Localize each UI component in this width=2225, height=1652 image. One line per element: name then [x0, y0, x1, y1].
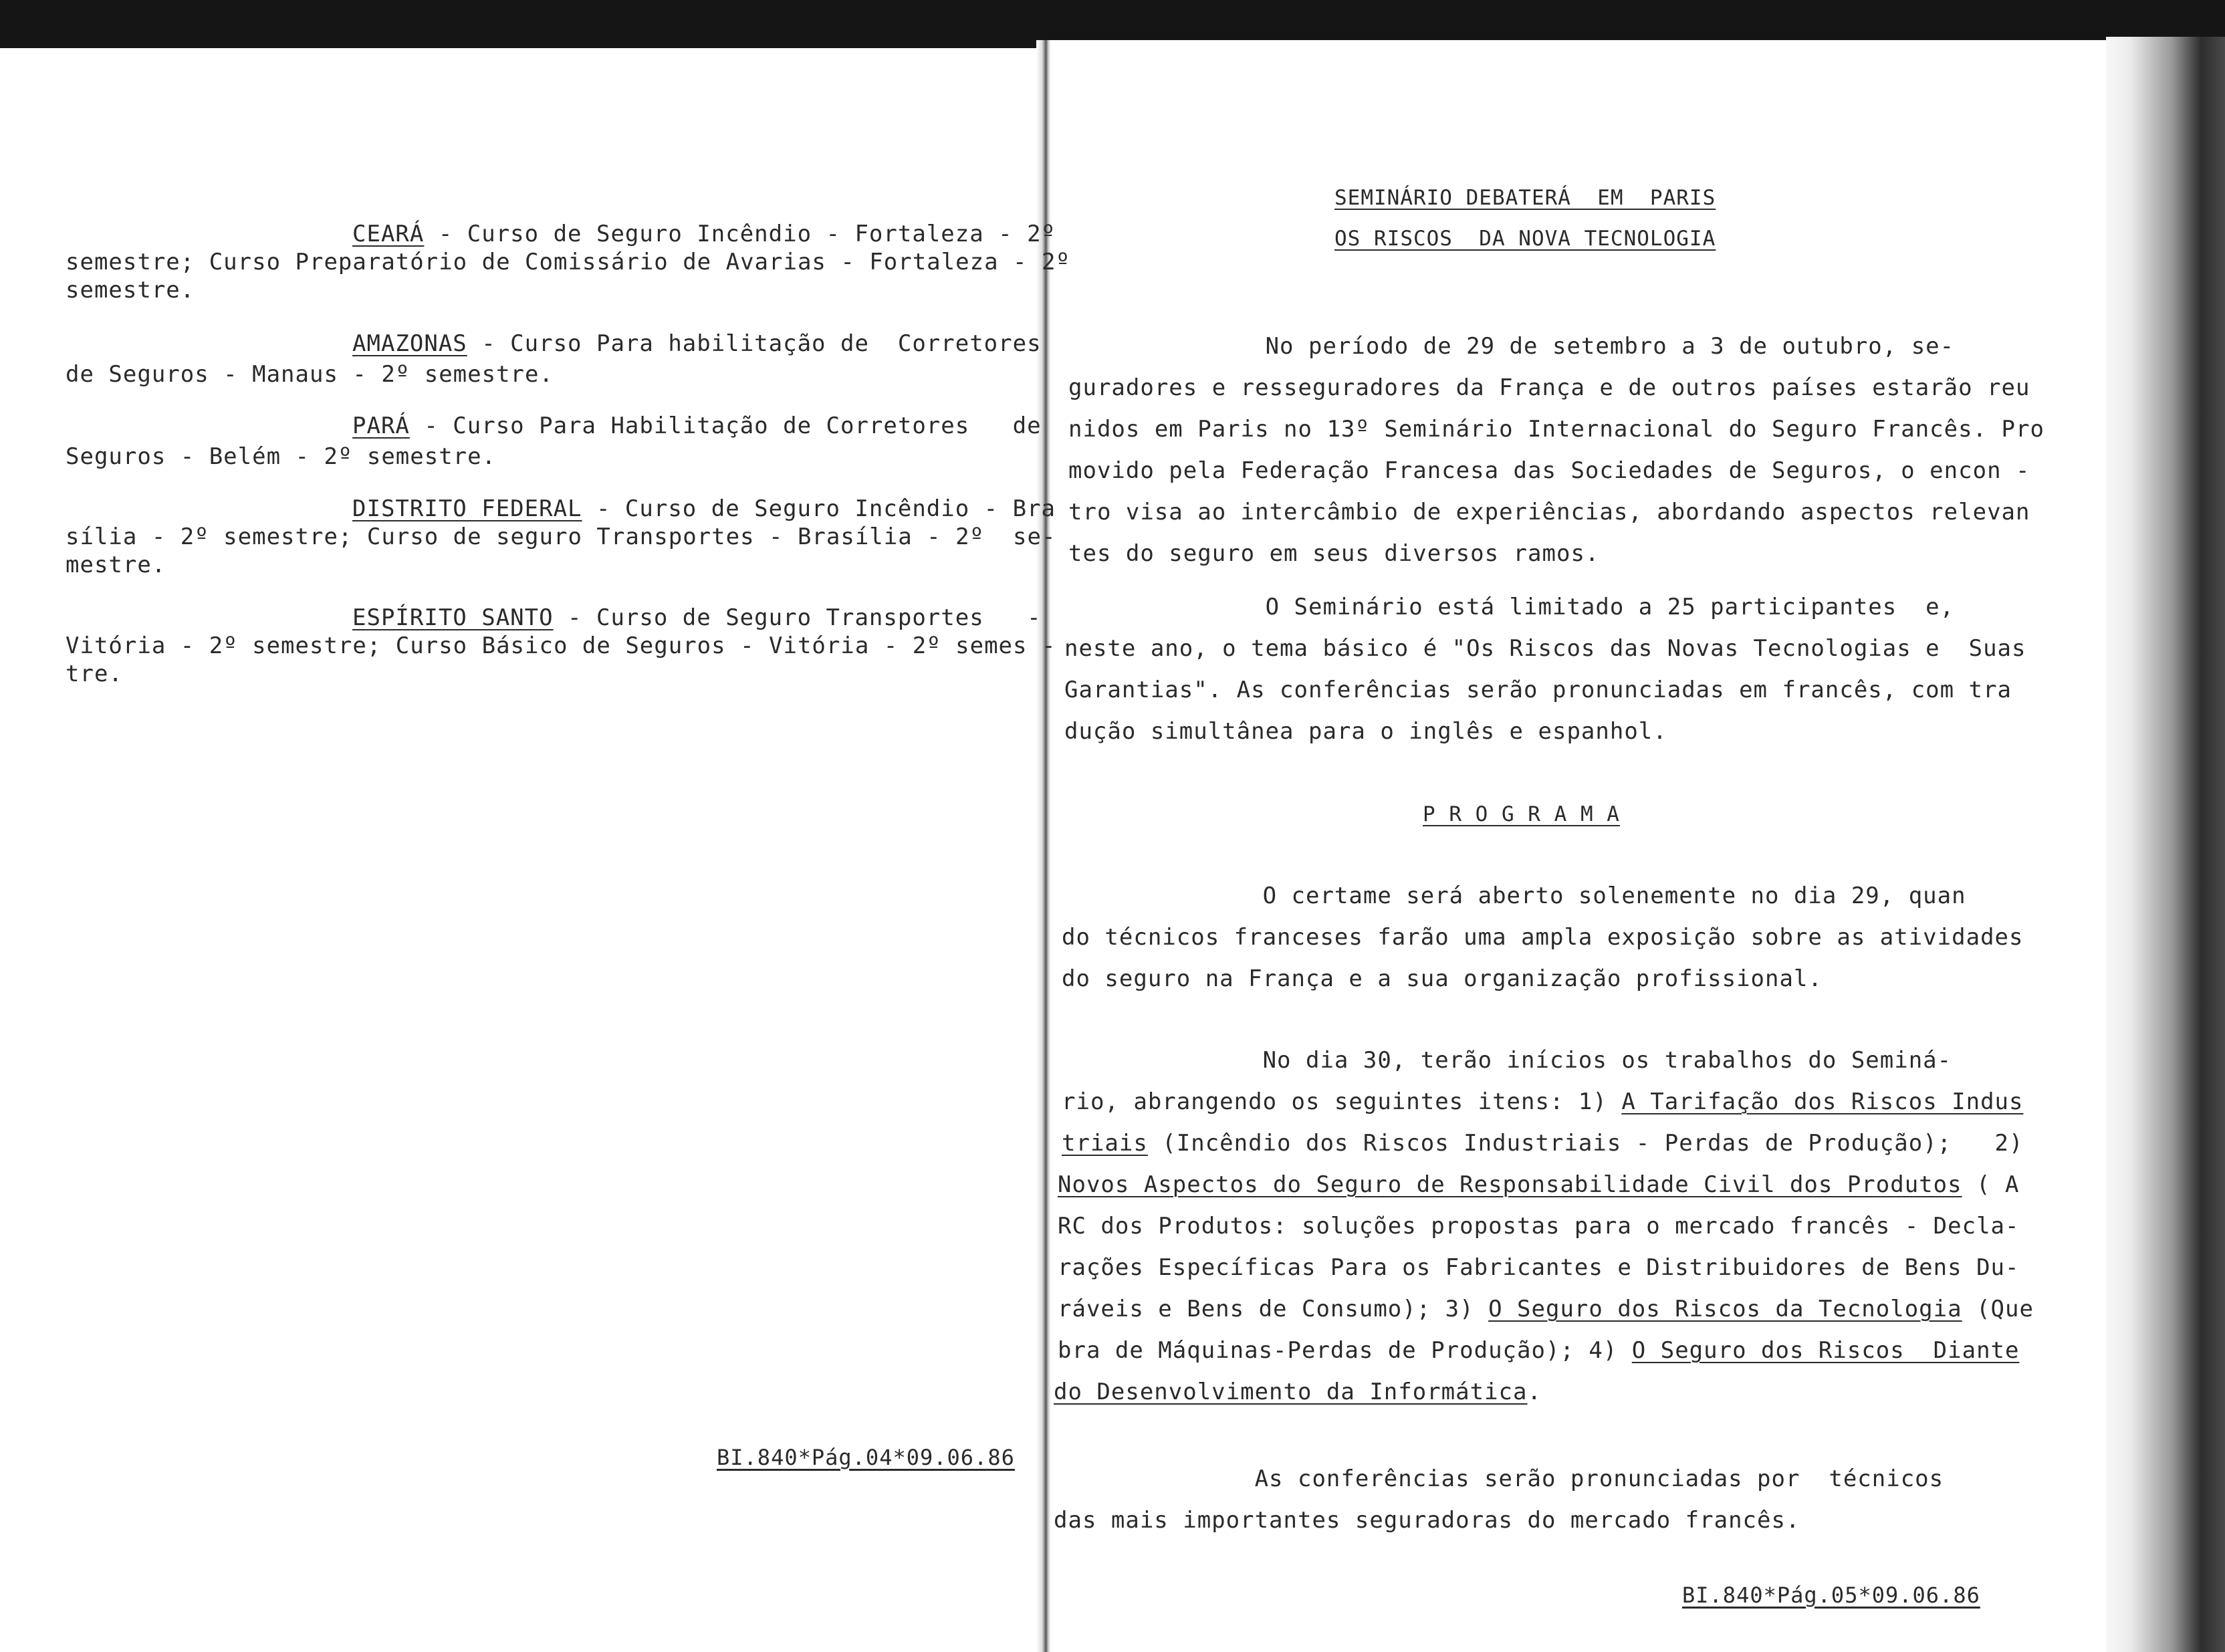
right-page [1047, 40, 2110, 1652]
paragraph-line: do seguro na França e a sua organização profissional. [1062, 965, 1823, 992]
list-item [352, 412, 1042, 439]
region-name: PARÁ [352, 412, 410, 439]
item-text: - Curso de Seguro Incêndio - Fortaleza - 2º [424, 221, 1056, 247]
item-text: ( A [1962, 1171, 2020, 1198]
paragraph-line [1054, 1379, 1542, 1405]
item-text: - Curso de Seguro Transportes - [553, 604, 1042, 631]
item-text: bra de Máquinas-Perdas de Produção); 4) [1058, 1337, 1632, 1364]
article-title: SEMINÁRIO DEBATERÁ EM PARIS [1334, 186, 1716, 210]
page-footer: BI.840*Pág.04*09.06.86 [717, 1445, 1015, 1470]
paragraph-line [1058, 1296, 2034, 1322]
paragraph-line [1058, 1337, 2019, 1364]
paragraph-line: dução simultânea para o inglês e espanhol. [1064, 718, 1667, 745]
paragraph-line: O Seminário está limitado a 25 participantes e, [1064, 594, 1955, 620]
paragraph-line: No período de 29 de setembro a 3 de outubro, se- [1064, 333, 1955, 360]
paragraph-line: neste ano, o tema básico é "Os Riscos das Novas Tecnologias e Suas [1064, 635, 2026, 662]
item-text: - Curso de Seguro Incêndio - Bra [582, 495, 1056, 522]
paragraph-line [1062, 1130, 2023, 1157]
item-text: semestre. [66, 277, 195, 304]
topic-title: A Tarifação dos Riscos Indus [1621, 1088, 2024, 1115]
page-footer: BI.840*Pág.05*09.06.86 [1682, 1582, 1980, 1608]
paragraph-line: As conferências serão pronunciadas por técnicos [1054, 1465, 1944, 1492]
paragraph-line: nidos em Paris no 13º Seminário Internacional do Seguro Francês. Pro [1068, 416, 2044, 443]
region-name: CEARÁ [352, 221, 425, 247]
paragraph-line [1058, 1171, 2019, 1198]
item-text: rio, abrangendo os seguintes itens: 1) [1062, 1088, 1622, 1115]
topic-title: O Seguro dos Riscos Diante [1631, 1337, 2020, 1364]
paragraph-line: movido pela Federação Francesa das Sociedades de Seguros, o encon - [1068, 457, 2030, 484]
book-spine [1036, 40, 1051, 1652]
item-text: de Seguros - Manaus - 2º semestre. [66, 361, 554, 388]
list-item [352, 495, 1056, 522]
topic-title: triais [1062, 1130, 1148, 1157]
item-text: . [1527, 1379, 1542, 1405]
region-name: ESPÍRITO SANTO [352, 604, 554, 631]
item-text: sília - 2º semestre; Curso de seguro Transportes - Brasília - 2º se- [66, 523, 1056, 550]
list-item [352, 221, 1056, 247]
paragraph-line: das mais importantes seguradoras do mercado francês. [1054, 1507, 1800, 1534]
item-text: semestre; Curso Preparatório de Comissário de Avarias - Fortaleza - 2º [66, 249, 1070, 275]
topic-title: Novos Aspectos do Seguro de Responsabilidade Civil dos Produtos [1058, 1171, 1962, 1198]
paragraph-line: do técnicos franceses farão uma ampla exposição sobre as atividades [1062, 924, 2024, 951]
section-heading: P R O G R A M A [1423, 802, 1620, 826]
item-text: ráveis e Bens de Consumo); 3) [1058, 1296, 1489, 1322]
item-text: - Curso Para habilitação de Corretores [467, 330, 1042, 357]
paragraph-line: tes do seguro em seus diversos ramos. [1068, 540, 1600, 567]
region-name: DISTRITO FEDERAL [352, 495, 582, 522]
article-subtitle: OS RISCOS DA NOVA TECNOLOGIA [1334, 227, 1716, 251]
topic-title: do Desenvolvimento da Informática [1054, 1379, 1528, 1405]
item-text: mestre. [66, 552, 166, 578]
item-text: Vitória - 2º semestre; Curso Básico de Seguros - Vitória - 2º semes - [66, 632, 1056, 659]
item-text: (Que [1962, 1296, 2034, 1322]
list-item [352, 330, 1042, 357]
item-text: (Incêndio dos Riscos Industriais - Perdas de Produção); 2) [1147, 1130, 2024, 1157]
region-name: AMAZONAS [352, 330, 467, 357]
item-text: Seguros - Belém - 2º semestre. [66, 443, 497, 470]
paragraph-line: O certame será aberto solenemente no dia 29, quan [1062, 882, 1966, 909]
item-text: tre. [66, 661, 123, 687]
paragraph-line: No dia 30, terão inícios os trabalhos do Seminá- [1062, 1047, 1952, 1074]
item-text: - Curso Para Habilitação de Corretores de [409, 412, 1042, 439]
topic-title: O Seguro dos Riscos da Tecnologia [1488, 1296, 1962, 1322]
paragraph-line [1062, 1088, 2023, 1115]
paragraph-line: rações Específicas Para os Fabricantes e Distribuidores de Bens Du- [1058, 1254, 2020, 1281]
paragraph-line: RC dos Produtos: soluções propostas para o mercado francês - Decla- [1058, 1213, 2020, 1240]
paragraph-line: guradores e resseguradores da França e de outros países estarão reu [1068, 374, 2030, 401]
page-stack-edge [2106, 37, 2225, 1652]
paragraph-line: tro visa ao intercâmbio de experiências, abordando aspectos relevan [1068, 499, 2030, 525]
paragraph-line: Garantias". As conferências serão pronunciadas em francês, com tra [1064, 677, 2012, 703]
list-item [352, 604, 1042, 631]
